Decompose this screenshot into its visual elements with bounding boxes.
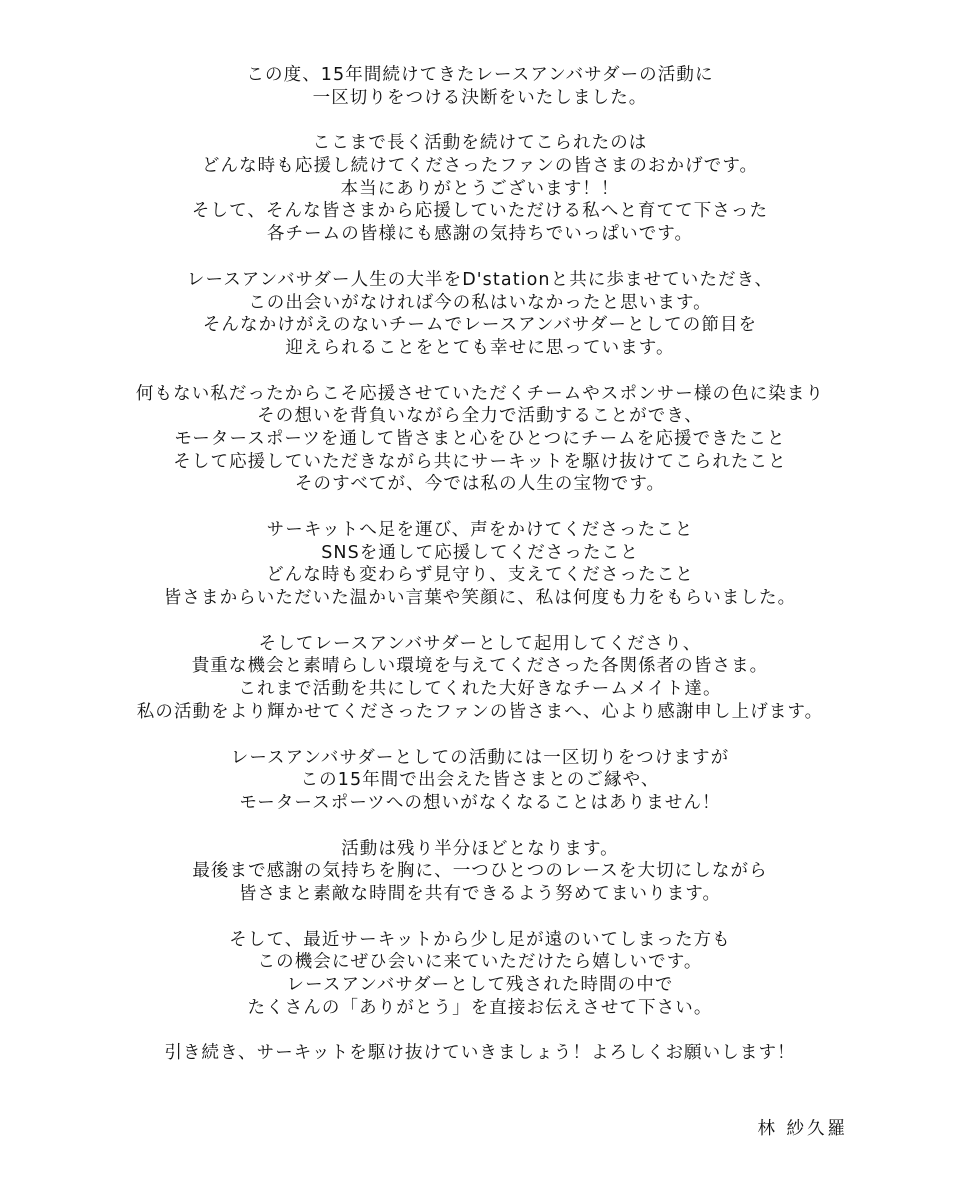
- paragraph-9: [0, 929, 960, 1020]
- text-line: この出会いがなければ今の私はいなかったと思います。: [248, 292, 712, 313]
- paragraph-3: [0, 269, 960, 360]
- text-line: 迎えられることをとても幸せに思っています。: [285, 337, 675, 358]
- text-line: そして、そんな皆さまから応援していただける私へと育てて下さった: [191, 201, 769, 222]
- paragraph-5: [0, 519, 960, 610]
- text-line: SNSを通して応援してくださったこと: [321, 542, 639, 563]
- text-line: モータースポーツへの想いがなくなることはありません！: [239, 792, 721, 813]
- paragraph-8: [0, 838, 960, 906]
- text-line: レースアンバサダーとして残された時間の中で: [286, 975, 674, 995]
- text-line: どんな時も変わらず見守り、支えてくださったこと: [266, 565, 694, 586]
- text-line: そして、最近サーキットから少し足が遠のいてしまった方も: [229, 929, 731, 950]
- paragraph-4: [0, 383, 960, 496]
- text-line: 一区切りをつける決断をいたしました。: [312, 87, 648, 108]
- paragraph-1: [0, 64, 960, 109]
- text-line: そのすべてが、今では私の人生の宝物です。: [294, 474, 666, 495]
- text-line: そしてレースアンバサダーとして起用してくださり、: [258, 633, 702, 654]
- text-line: そんなかけがえのないチームでレースアンバサダーとしての節目を: [202, 315, 758, 336]
- text-line: これまで活動を共にしてくれた大好きなチームメイト達。: [238, 679, 722, 700]
- text-line: 活動は残り半分ほどとなります。: [341, 838, 619, 859]
- text-line: サーキットへ足を運び、声をかけてくださったこと: [266, 520, 694, 540]
- paragraph-6: [0, 633, 960, 724]
- text-line: どんな時も応援し続けてくださったファンの皆さまのおかげです。: [201, 156, 759, 177]
- letter-body: [0, 64, 960, 1088]
- paragraph-2: [0, 132, 960, 245]
- text-line: 貴重な機会と素晴らしい環境を与えてくださった各関係者の皆さま。: [191, 656, 769, 677]
- text-line: そして応援していただきながら共にサーキットを駆け抜けてこられたこと: [173, 451, 787, 472]
- signature: 林 紗久羅: [757, 1119, 848, 1139]
- text-line: この機会にぜひ会いに来ていただけたら嬉しいです。: [257, 952, 703, 973]
- text-line: この15年間で出会えた皆さまとのご縁や、: [300, 770, 660, 791]
- text-line: この度、15年間続けてきたレースアンバサダーの活動に: [246, 65, 714, 85]
- text-line: たくさんの「ありがとう」を直接お伝えさせて下さい。: [247, 997, 713, 1018]
- text-line: モータースポーツを通して皆さまと心をひとつにチームを応援できたこと: [174, 428, 786, 449]
- text-line: 引き続き、サーキットを駆け抜けていきましょう！よろしくお願いします！: [164, 1043, 796, 1064]
- text-line: 私の活動をより輝かせてくださったファンの皆さまへ、心より感謝申し上げます。: [136, 701, 824, 722]
- text-line: 各チームの皆様にも感謝の気持ちでいっぱいです。: [266, 224, 694, 245]
- text-line: その想いを背負いながら全力で活動することができ、: [257, 406, 703, 427]
- paragraph-7: [0, 747, 960, 815]
- paragraph-10: [0, 1042, 960, 1065]
- text-line: 何もない私だったからこそ応援させていただくチームやスポンサー様の色に染まり: [135, 383, 825, 404]
- text-line: レースアンバサダーとしての活動には一区切りをつけますが: [230, 747, 730, 768]
- text-line: 最後まで感謝の気持ちを胸に、一つひとつのレースを大切にしながら: [192, 861, 768, 882]
- text-line: 皆さまからいただいた温かい言葉や笑顔に、私は何度も力をもらいました。: [163, 588, 797, 609]
- text-line: ここまで長く活動を続けてこられたのは: [312, 133, 648, 154]
- text-line: 本当にありがとうございます！！: [340, 178, 620, 199]
- text-line: レースアンバサダー人生の大半をD'stationと共に歩ませていただき、: [186, 269, 774, 290]
- text-line: 皆さまと素敵な時間を共有できるよう努めてまいります。: [238, 883, 722, 904]
